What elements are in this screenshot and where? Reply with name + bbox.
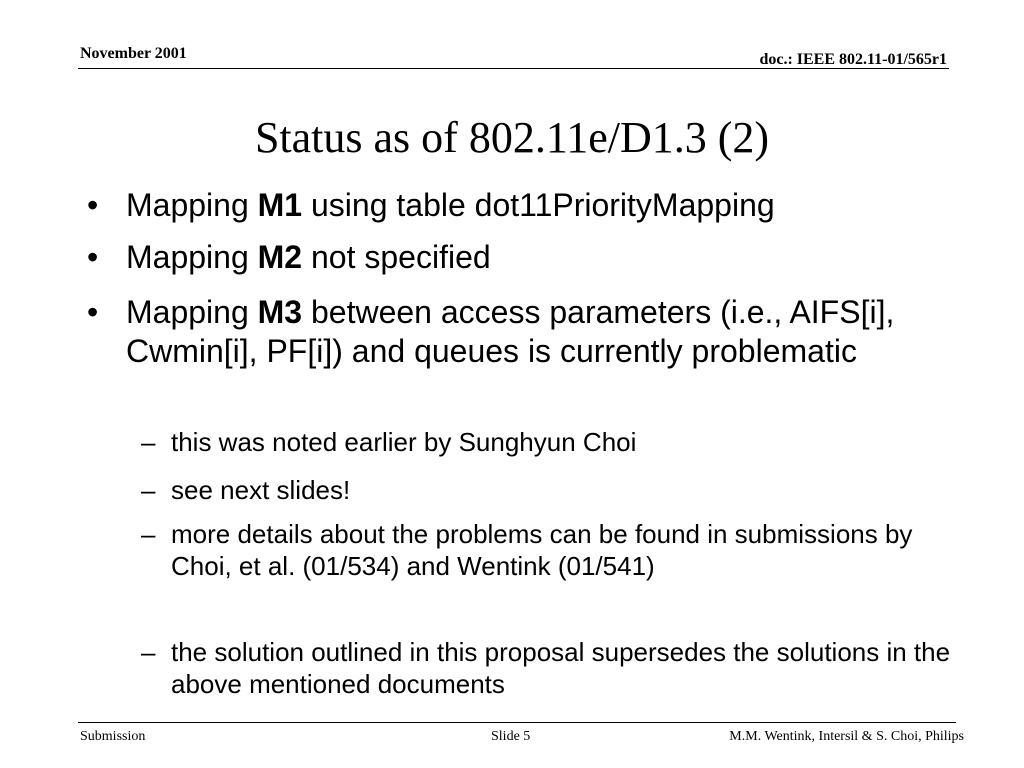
bullet-text-bold: M2 [257,239,303,275]
footer-slide-number: Slide 5 [491,729,531,744]
bullet-text [126,293,967,371]
bullet-dot-icon: • [87,187,99,223]
sub-bullet-text: see next slides! [171,475,351,505]
bullet-item [87,186,967,225]
bullet-text-pre: Mapping [126,239,258,275]
dash-icon: – [141,637,156,667]
slide-title: Status as of 802.11e/D1.3 (2) [254,113,770,162]
bullet-text-post: not specified [302,239,491,275]
dash-icon: – [141,475,156,505]
sub-bullet-text: this was noted earlier by Sunghyun Choi [171,427,637,457]
bullet-text-pre: Mapping [126,187,258,223]
header-divider [78,68,949,69]
footer-authors: M.M. Wentink, Intersil & S. Choi, Philips [729,729,964,744]
dash-icon: – [141,519,156,549]
sub-bullet-item [141,474,961,506]
sub-bullet-text: the solution outlined in this proposal supersedes the solutions in the above mentioned documents [171,637,951,699]
dash-icon: – [141,427,156,457]
bullet-text-post: using table dot11PriorityMapping [302,187,775,223]
bullet-item [87,238,967,277]
bullet-text-pre: Mapping [126,294,258,330]
sub-bullet-text: more details about the problems can be found in submissions by Choi, et al. (01/534) and Wentink (01/541) [171,519,913,581]
footer-divider [78,722,956,723]
sub-bullet-item [141,636,961,700]
bullet-text-post: between access parameters (i.e., AIFS[i], Cwmin[i], PF[i]) and queues is currently problematic [126,294,895,369]
header-doc-id: doc.: IEEE 802.11-01/565r1 [759,51,947,68]
bullet-text [126,238,967,277]
sub-bullet-item [141,426,961,458]
footer-submission: Submission [80,729,146,744]
bullet-dot-icon: • [87,239,99,275]
bullet-item [87,293,967,371]
bullet-text [126,186,967,225]
header-date: November 2001 [80,45,187,62]
bullet-text-bold: M3 [257,294,303,330]
sub-bullet-item [141,518,961,582]
bullet-dot-icon: • [87,294,99,330]
bullet-text-bold: M1 [257,187,303,223]
